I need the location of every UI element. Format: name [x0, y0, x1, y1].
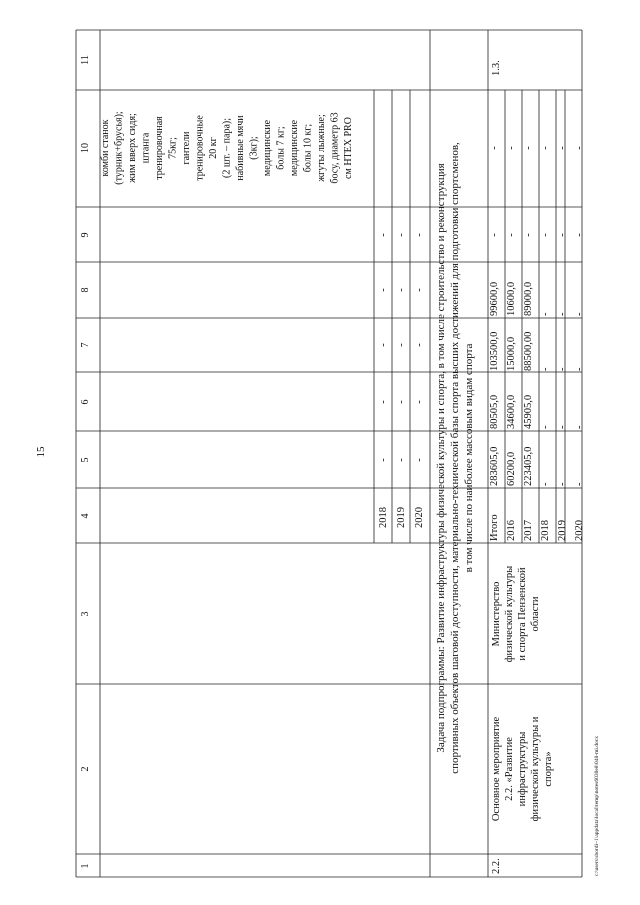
value-cell: -: [523, 233, 534, 237]
value-cell: -: [574, 312, 585, 316]
header-row: [80, 55, 91, 868]
value-cell: -: [540, 146, 551, 150]
value-cell: -: [574, 233, 585, 237]
value-cell: -: [557, 146, 568, 150]
activity-line: физической культуры и: [530, 716, 541, 822]
value-cell: 89000,0: [523, 281, 534, 316]
value-cell: -: [540, 425, 551, 429]
upper-dashes: [378, 233, 425, 462]
equipment-line: набивные мячи: [235, 115, 246, 181]
dash-cell: -: [414, 288, 425, 292]
value-cell: -: [557, 425, 568, 429]
activity-line: спорта»: [543, 751, 554, 787]
executor-name: [491, 566, 541, 663]
row-reference: 1.3.: [491, 60, 502, 76]
year-cell: 2020: [414, 507, 425, 528]
value-cell: -: [557, 233, 568, 237]
value-cell: -: [540, 482, 551, 486]
equipment-line: болы 7 кг;: [275, 126, 287, 170]
dash-cell: -: [378, 400, 389, 404]
header-number: 7: [80, 342, 91, 348]
value-cell: -: [540, 312, 551, 316]
value-cell: 34600,0: [506, 394, 517, 429]
value-cell: 103500,0: [489, 331, 500, 371]
year-cell: 2019: [396, 507, 407, 528]
finance-table: [489, 146, 585, 541]
value-cell: -: [489, 233, 500, 237]
value-cell: 88500,00: [523, 331, 534, 371]
task-line: Задача подпрограммы: Развитие инфраструктуры физической культуры и спорта, в том числе строительство и реконструкция: [435, 163, 447, 753]
equipment-line: 20 кг: [208, 137, 219, 159]
value-cell: -: [557, 367, 568, 371]
value-cell: -: [506, 146, 517, 150]
dash-cell: -: [378, 343, 389, 347]
dash-cell: -: [396, 458, 407, 462]
value-cell: 10600,0: [506, 281, 517, 316]
value-cell: 223405,0: [523, 446, 534, 486]
equipment-line: гантели: [181, 131, 192, 165]
header-number: 1: [80, 863, 91, 869]
equipment-line: 75кг;: [167, 137, 179, 159]
equipment-line: тренировочные: [194, 115, 206, 181]
header-number: 10: [80, 143, 91, 153]
header-number: 2: [80, 766, 91, 772]
dash-cell: -: [396, 400, 407, 404]
equipment-line: тренировочная: [154, 116, 165, 180]
value-cell: -: [557, 482, 568, 486]
value-cell: -: [574, 367, 585, 371]
dash-cell: -: [378, 458, 389, 462]
dash-cell: -: [414, 233, 425, 237]
header-number: 5: [80, 457, 91, 463]
equipment-list: [100, 111, 354, 185]
page-number: 15: [35, 446, 47, 458]
value-cell: -: [523, 146, 534, 150]
header-number: 4: [80, 513, 91, 519]
dash-cell: -: [414, 458, 425, 462]
value-cell: -: [489, 146, 500, 150]
value-cell: -: [540, 233, 551, 237]
dash-cell: -: [414, 400, 425, 404]
period-cell: Итого: [489, 514, 500, 541]
equipment-line: см HTEX PRO: [343, 117, 354, 179]
equipment-line: жгуты лыжные;: [316, 114, 327, 182]
header-number: 11: [80, 55, 91, 65]
equipment-line: (2 шт. – пара);: [221, 118, 233, 178]
value-cell: 60200,0: [506, 451, 517, 486]
equipment-line: комби станок: [100, 119, 111, 177]
executor-line: и спорта Пензенской: [517, 567, 528, 661]
value-cell: -: [574, 425, 585, 429]
value-cell: 45905,0: [523, 394, 534, 429]
value-cell: 99600,0: [489, 281, 500, 316]
value-cell: 283605,0: [489, 446, 500, 486]
value-cell: -: [506, 233, 517, 237]
header-number: 9: [80, 232, 91, 238]
equipment-line: медицинские: [289, 119, 300, 177]
period-cell: 2020: [574, 520, 585, 541]
header-number: 6: [80, 399, 91, 405]
dash-cell: -: [396, 233, 407, 237]
file-path: c:\users\sbordi~1\appdata\local\temp\notes6030e8\048-mi.docx: [594, 736, 600, 876]
period-cell: 2018: [540, 520, 551, 541]
equipment-line: (3кг);: [248, 136, 260, 160]
dash-cell: -: [378, 233, 389, 237]
equipment-line: жим вверх сидя;: [127, 113, 138, 183]
task-text: [435, 142, 475, 774]
period-cell: 2017: [523, 520, 534, 541]
dash-cell: -: [396, 343, 407, 347]
header-number: 8: [80, 287, 91, 293]
value-cell: -: [574, 482, 585, 486]
task-line: спортивных объектов шаговой доступности, материально-технической базы спорта высших достижений для подготовки спортсменов,: [449, 142, 461, 774]
equipment-line: (турник+брусья);: [113, 111, 125, 185]
upper-years: [378, 507, 425, 528]
activity-name: [491, 716, 554, 821]
dash-cell: -: [378, 288, 389, 292]
value-cell: -: [557, 312, 568, 316]
period-cell: 2019: [557, 520, 568, 541]
activity-line: Основное мероприятие: [491, 716, 502, 822]
equipment-line: босу, диаметр 63: [329, 112, 341, 184]
dash-cell: -: [414, 343, 425, 347]
activity-line: инфраструктуры: [517, 731, 528, 807]
header-number: 3: [80, 611, 91, 617]
value-cell: 80505,0: [489, 394, 500, 429]
value-cell: 15000,0: [506, 336, 517, 371]
executor-line: физической культуры: [504, 565, 515, 663]
row-number: 2.2.: [491, 858, 502, 874]
period-cell: 2016: [506, 520, 517, 541]
dash-cell: -: [396, 288, 407, 292]
value-cell: -: [574, 146, 585, 150]
executor-line: области: [530, 596, 541, 632]
equipment-line: штанга: [140, 132, 152, 164]
task-line: в том числе по наиболее массовым видам спорта: [463, 343, 475, 573]
equipment-line: медицинские: [262, 119, 273, 177]
activity-line: 2.2. «Развитие: [504, 737, 515, 801]
year-cell: 2018: [378, 507, 389, 528]
equipment-line: болы 10 кг;: [302, 123, 314, 173]
executor-line: Министерство: [491, 581, 502, 647]
value-cell: -: [540, 367, 551, 371]
